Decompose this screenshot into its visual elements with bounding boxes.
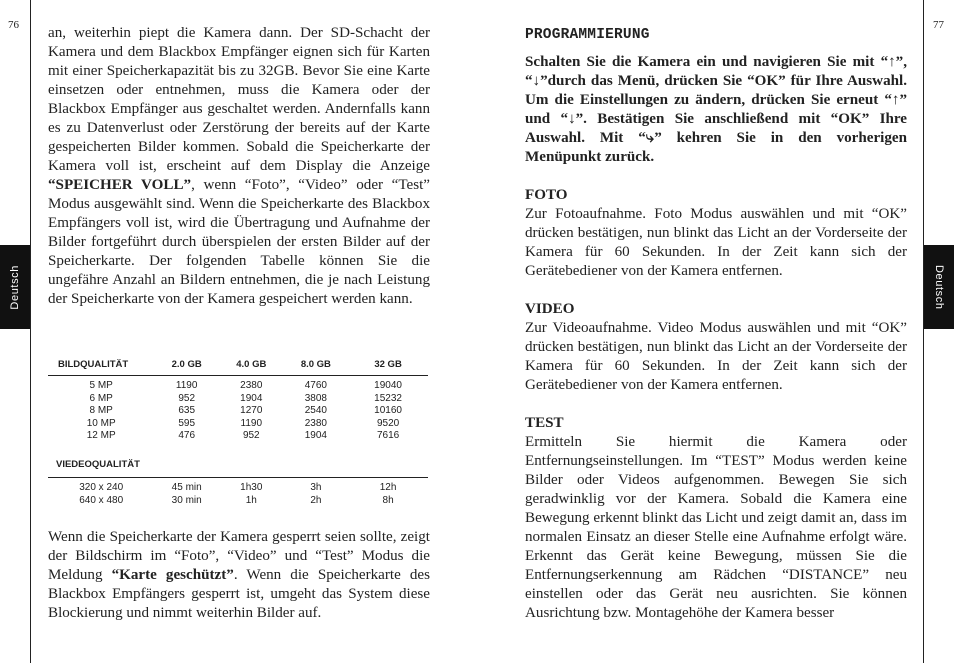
image-2gb-values: 1190 952 635 595 476 <box>175 380 198 442</box>
section-heading: VIDEO <box>525 301 575 317</box>
section-title: PROGRAMMIERUNG <box>525 27 650 43</box>
language-tab-left-label: Deutsch <box>9 264 21 310</box>
header-8gb: 8.0 GB <box>300 358 331 370</box>
card-locked-message: “Karte geschützt” <box>111 567 234 583</box>
text: , wenn “Foto”, “Video” oder “Test” Modus ausgewählt sind. Wenn die Speicherkarte des Blackbox Empfängers voll ist, wird die Übertragung und Aufnahme der Bilder fortgeführt durch überspielen der ersten Bilder auf der Speicherkarte. Der folgenden Tabelle können Sie die ungefähre Anzahl an Bildern entnehmen, die je nach Leistung der Speicherkarte von der Kamera gespeichert werden kann. <box>48 177 431 307</box>
language-tab-right <box>924 245 954 329</box>
section-text: Ermitteln Sie hiermit die Kamera oder Entfernungseinstellungen. Im “TEST” Modus werden keine Bilder oder Videos aufgenommen. Bewegen Sie sich geradwinklig vor der Kamera. Sobald die Kamera eine Bewegung erkennt blinkt das Licht und zeigt damit an, dass im normalen Einsatz an dieser Stelle eine Aufnahme erfolgt wäre. Erkennt das Gerät keine Bewegung, müssen Sie die Entfernungserkennung am Rädchen “DISTANCE” neu einstellen oder das Gerät neu ausrichten. Sie können Ausrichtung bzw. Montagehöhe der Kamera besser <box>525 434 907 621</box>
video-header-row <box>48 443 428 478</box>
language-tab-left <box>0 245 30 329</box>
right-page-body <box>525 24 907 623</box>
table-row-image <box>48 376 428 443</box>
video-32gb-values: 12h 8h <box>379 481 397 506</box>
header-image-quality: BILDQUALITÄT <box>58 358 129 370</box>
left-page-bottom <box>48 528 430 623</box>
left-page-body <box>48 24 430 309</box>
video-4gb-values: 1h30 1h <box>240 481 263 506</box>
sd-card-paragraph <box>48 24 430 309</box>
section-foto <box>525 186 907 281</box>
card-locked-paragraph <box>48 528 430 623</box>
image-quality-values: 5 MP 6 MP 8 MP 10 MP 12 MP <box>86 380 116 442</box>
image-32gb-values: 19040 15232 10160 9520 7616 <box>374 380 402 442</box>
video-quality-header: VIEDEOQUALITÄT <box>56 459 140 471</box>
video-8gb-values: 3h 2h <box>310 481 322 506</box>
text: an, weiterhin piept die Kamera dann. Der SD-Schacht der Kamera und dem Blackbox Empfänger eignen sich für Karten mit einer Speicherkapazität bis zu 32GB. Bevor Sie eine Karte einsetzen oder entnehmen, muss die Kamera oder der Blackbox Empfänger aus geschaltet werden. Andernfalls kann es zu Datenverlust oder Zerstörung der bereits auf der Karte gespeicherten Bilder kommen. Sobald die Speicherkarte der Kamera voll ist, erscheint auf dem Display die Anzeige <box>48 25 430 174</box>
header-2gb: 2.0 GB <box>171 358 202 370</box>
language-tab-right-label: Deutsch <box>933 264 945 310</box>
capacity-table <box>48 353 428 507</box>
section-video <box>525 300 907 395</box>
section-text: Zur Videoaufnahme. Video Modus auswählen und mit “OK” drücken bestätigen, nun blinkt das Licht an der Vorderseite der Kamera für 60 Sekunden. In der Zeit kann sich der Gerätebediener von der Kamera entfernen. <box>525 320 907 393</box>
intro-paragraph: Schalten Sie die Kamera ein und navigieren Sie mit “↑”, “↓”durch das Menü, drücken Sie “OK” für Ihre Auswahl. Um die Einstellungen zu ändern, drücken Sie erneut “↑” und “↓”. Bestätigen Sie anschließend mit “OK” Ihre Auswahl. Mit “⤷” kehren Sie in den vorherigen Menüpunkt zurück. <box>525 54 907 165</box>
section-heading: TEST <box>525 415 564 431</box>
section-heading: FOTO <box>525 187 568 203</box>
section-test <box>525 414 907 623</box>
image-4gb-values: 2380 1904 1270 1190 952 <box>240 380 263 442</box>
text: . Wenn die Speicherkarte des Blackbox Empfängers gesperrt ist, umgeht das System diese Blockierung und nimmt weiterhin Bilder auf. <box>48 567 430 621</box>
right-margin-rule <box>923 0 924 663</box>
header-4gb: 4.0 GB <box>236 358 267 370</box>
page-number-left: 76 <box>8 19 19 31</box>
video-quality-values: 320 x 240 640 x 480 <box>79 481 124 506</box>
table-row-video <box>48 477 428 507</box>
left-margin-rule <box>30 0 31 663</box>
page-number-right: 77 <box>933 19 944 31</box>
table-header-row <box>48 353 428 376</box>
section-text: Zur Fotoaufnahme. Foto Modus auswählen und mit “OK” drücken bestätigen, nun blinkt das Licht an der Vorderseite der Kamera für 60 Sekunden. In der Zeit kann sich der Gerätebediener von der Kamera entfernen. <box>525 206 907 279</box>
video-2gb-values: 45 min 30 min <box>171 481 202 506</box>
image-8gb-values: 4760 3808 2540 2380 1904 <box>304 380 327 442</box>
text: Wenn die Speicherkarte der Kamera gesperrt seien sollte, zeigt der Bildschirm im “Foto”, “Video” und “Test” Modus die Meldung <box>48 529 430 583</box>
memory-full-message: “SPEICHER VOLL” <box>48 177 192 193</box>
header-32gb: 32 GB <box>374 358 402 370</box>
